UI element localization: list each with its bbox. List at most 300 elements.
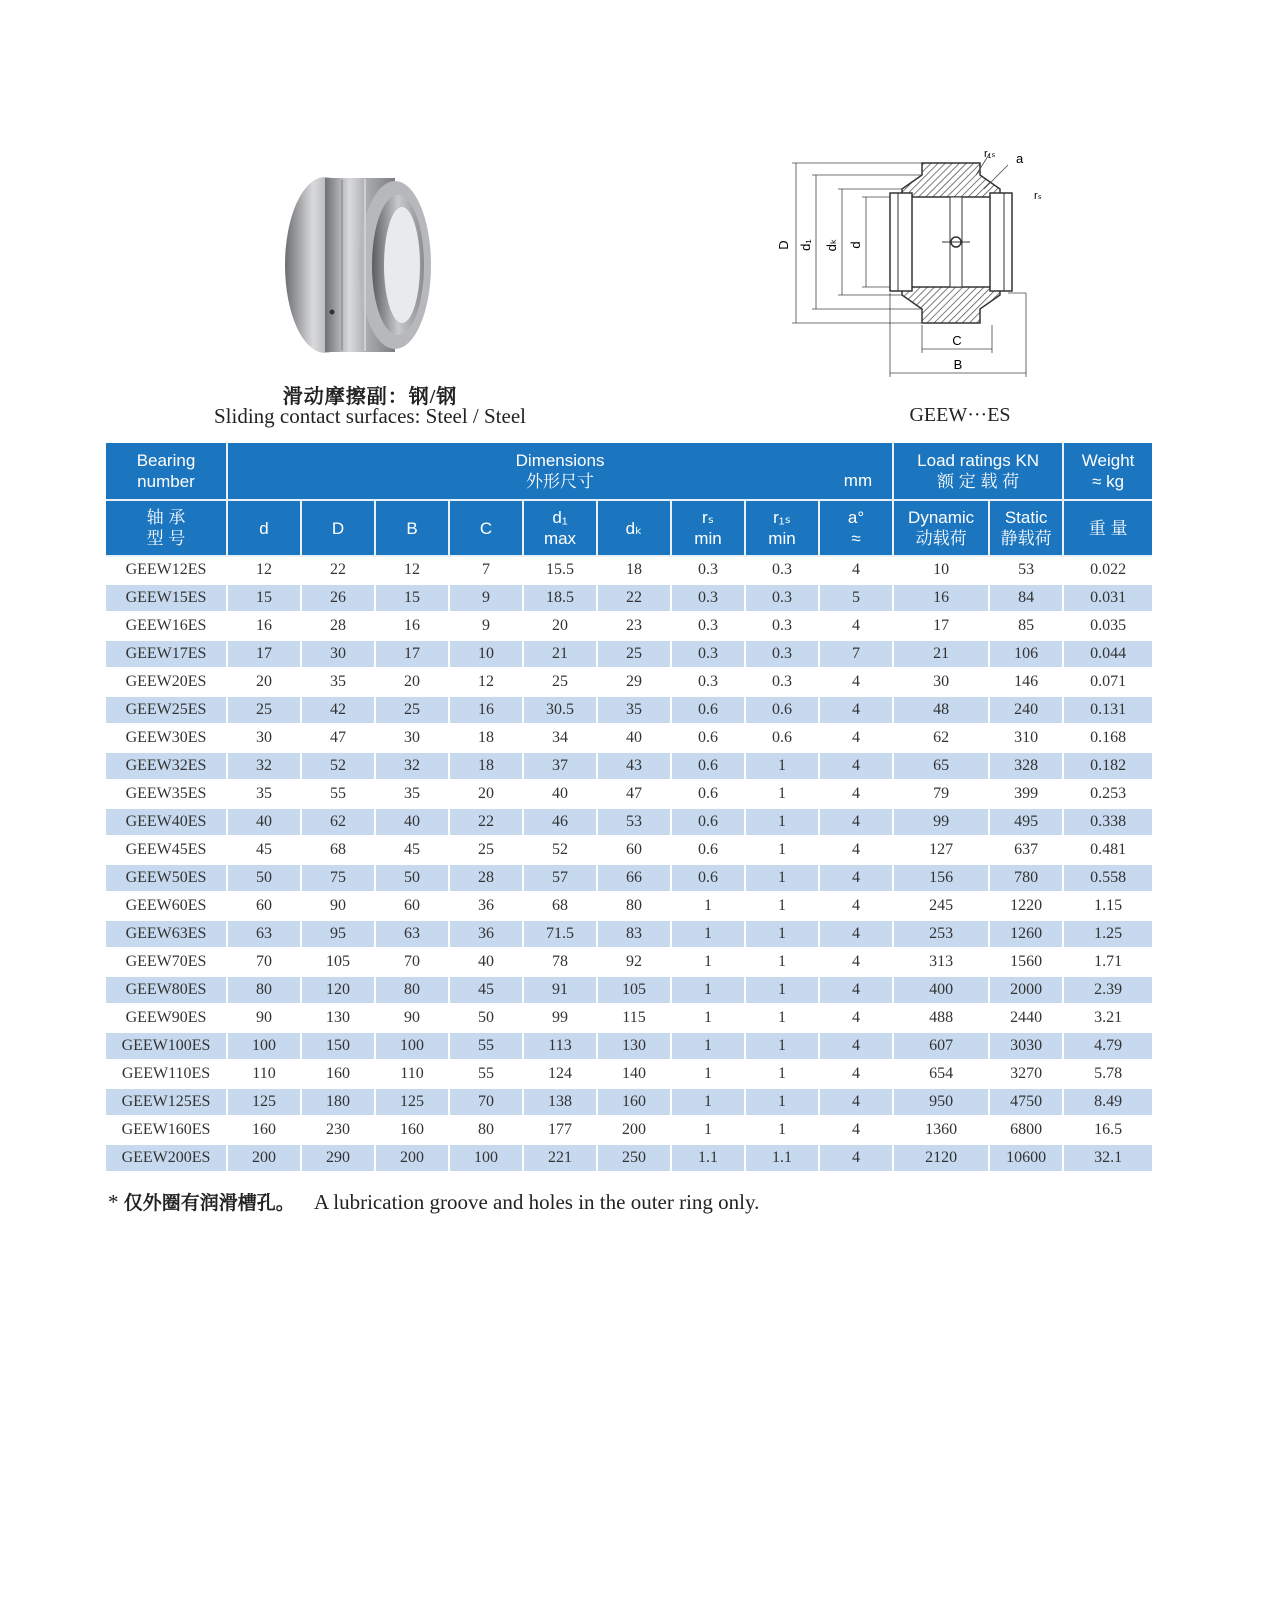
table-cell: 156 xyxy=(894,865,990,893)
table-cell: 8.49 xyxy=(1064,1089,1152,1117)
table-cell: 0.182 xyxy=(1064,753,1152,781)
table-cell: 3.21 xyxy=(1064,1005,1152,1033)
table-cell: 100 xyxy=(228,1033,302,1061)
footnote-chinese: 仅外圈有润滑槽孔。 xyxy=(123,1193,295,1214)
table-cell: 55 xyxy=(450,1033,524,1061)
bearing-number-cell: GEEW70ES xyxy=(106,949,228,977)
header-dynamic: Dynamic 动载荷 xyxy=(894,501,990,557)
table-cell: 654 xyxy=(894,1061,990,1089)
table-cell: 253 xyxy=(894,921,990,949)
table-cell: 637 xyxy=(990,837,1064,865)
table-cell: 12 xyxy=(228,557,302,585)
table-cell: 2.39 xyxy=(1064,977,1152,1005)
table-cell: 52 xyxy=(302,753,376,781)
table-cell: 78 xyxy=(524,949,598,977)
table-cell: 240 xyxy=(990,697,1064,725)
table-cell: 50 xyxy=(376,865,450,893)
bearing-number-cell: GEEW12ES xyxy=(106,557,228,585)
table-cell: 37 xyxy=(524,753,598,781)
table-cell: 70 xyxy=(376,949,450,977)
table-cell: 68 xyxy=(524,893,598,921)
table-row xyxy=(106,893,1152,921)
bearing-number-cell: GEEW160ES xyxy=(106,1117,228,1145)
table-cell: 4 xyxy=(820,1033,894,1061)
table-cell: 399 xyxy=(990,781,1064,809)
table-cell: 4 xyxy=(820,1061,894,1089)
model-designation: GEEW···ES xyxy=(909,404,1011,426)
label-d1: d₁ xyxy=(798,239,813,251)
table-cell: 125 xyxy=(376,1089,450,1117)
table-row xyxy=(106,585,1152,613)
header-unit: mm xyxy=(843,471,873,490)
bearing-number-cell: GEEW20ES xyxy=(106,669,228,697)
table-cell: 70 xyxy=(450,1089,524,1117)
table-cell: 4 xyxy=(820,837,894,865)
table-cell: 80 xyxy=(450,1117,524,1145)
table-row xyxy=(106,1005,1152,1033)
table-cell: 40 xyxy=(228,809,302,837)
table-cell: 488 xyxy=(894,1005,990,1033)
table-cell: 20 xyxy=(450,781,524,809)
table-cell: 4 xyxy=(820,697,894,725)
table-row xyxy=(106,697,1152,725)
table-cell: 0.071 xyxy=(1064,669,1152,697)
table-cell: 80 xyxy=(376,977,450,1005)
specification-rows xyxy=(106,557,1152,1173)
table-cell: 0.558 xyxy=(1064,865,1152,893)
table-cell: 25 xyxy=(524,669,598,697)
table-cell: 245 xyxy=(894,893,990,921)
bearing-number-cell: GEEW45ES xyxy=(106,837,228,865)
table-cell: 25 xyxy=(598,641,672,669)
table-cell: 110 xyxy=(228,1061,302,1089)
table-cell: 30 xyxy=(894,669,990,697)
table-cell: 4 xyxy=(820,781,894,809)
table-cell: 4 xyxy=(820,725,894,753)
table-cell: 4.79 xyxy=(1064,1033,1152,1061)
table-cell: 43 xyxy=(598,753,672,781)
table-cell: 25 xyxy=(376,697,450,725)
table-cell: 53 xyxy=(990,557,1064,585)
table-cell: 200 xyxy=(228,1145,302,1173)
table-cell: 313 xyxy=(894,949,990,977)
bearing-number-cell: GEEW35ES xyxy=(106,781,228,809)
table-cell: 0.6 xyxy=(672,753,746,781)
table-cell: 80 xyxy=(228,977,302,1005)
table-row xyxy=(106,1061,1152,1089)
bearing-number-cell: GEEW60ES xyxy=(106,893,228,921)
table-cell: 0.3 xyxy=(746,613,820,641)
table-cell: 16.5 xyxy=(1064,1117,1152,1145)
table-cell: 35 xyxy=(598,697,672,725)
table-row xyxy=(106,809,1152,837)
table-cell: 45 xyxy=(228,837,302,865)
table-cell: 1 xyxy=(672,921,746,949)
table-cell: 60 xyxy=(376,893,450,921)
bearing-number-cell: GEEW30ES xyxy=(106,725,228,753)
table-cell: 2000 xyxy=(990,977,1064,1005)
table-cell: 0.3 xyxy=(672,557,746,585)
table-cell: 63 xyxy=(376,921,450,949)
table-cell: 60 xyxy=(598,837,672,865)
table-cell: 4 xyxy=(820,1145,894,1173)
table-cell: 45 xyxy=(376,837,450,865)
table-cell: 4 xyxy=(820,893,894,921)
table-cell: 12 xyxy=(450,669,524,697)
table-cell: 36 xyxy=(450,921,524,949)
footnote-star: * xyxy=(108,1190,119,1214)
table-cell: 4 xyxy=(820,865,894,893)
table-cell: 99 xyxy=(894,809,990,837)
table-cell: 0.3 xyxy=(672,585,746,613)
table-cell: 160 xyxy=(302,1061,376,1089)
bearing-number-cell: GEEW200ES xyxy=(106,1145,228,1173)
table-cell: 79 xyxy=(894,781,990,809)
table-cell: 83 xyxy=(598,921,672,949)
table-cell: 47 xyxy=(598,781,672,809)
bearing-number-cell: GEEW16ES xyxy=(106,613,228,641)
table-cell: 0.6 xyxy=(672,837,746,865)
table-cell: 4 xyxy=(820,1117,894,1145)
table-cell: 17 xyxy=(376,641,450,669)
table-cell: 35 xyxy=(376,781,450,809)
table-cell: 66 xyxy=(598,865,672,893)
table-cell: 3030 xyxy=(990,1033,1064,1061)
table-cell: 55 xyxy=(302,781,376,809)
table-cell: 6800 xyxy=(990,1117,1064,1145)
table-cell: 1 xyxy=(672,949,746,977)
label-B: B xyxy=(953,357,963,372)
table-cell: 138 xyxy=(524,1089,598,1117)
table-cell: 30.5 xyxy=(524,697,598,725)
table-cell: 22 xyxy=(302,557,376,585)
table-cell: 90 xyxy=(376,1005,450,1033)
table-cell: 40 xyxy=(450,949,524,977)
table-cell: 36 xyxy=(450,893,524,921)
table-cell: 310 xyxy=(990,725,1064,753)
table-cell: 46 xyxy=(524,809,598,837)
table-cell: 1 xyxy=(746,977,820,1005)
table-cell: 15.5 xyxy=(524,557,598,585)
table-cell: 1 xyxy=(672,893,746,921)
label-r1s: r₁ₛ xyxy=(984,148,996,160)
table-cell: 0.031 xyxy=(1064,585,1152,613)
header-a: a° ≈ xyxy=(820,501,894,557)
table-cell: 1 xyxy=(746,865,820,893)
table-row xyxy=(106,837,1152,865)
header-C: C xyxy=(450,501,524,557)
bearing-number-cell: GEEW32ES xyxy=(106,753,228,781)
header-dimensions xyxy=(228,443,894,501)
table-cell: 55 xyxy=(450,1061,524,1089)
table-cell: 65 xyxy=(894,753,990,781)
table-cell: 4 xyxy=(820,557,894,585)
table-cell: 0.022 xyxy=(1064,557,1152,585)
table-cell: 25 xyxy=(450,837,524,865)
table-cell: 1 xyxy=(746,1089,820,1117)
table-cell: 50 xyxy=(228,865,302,893)
table-cell: 1 xyxy=(672,1061,746,1089)
table-cell: 110 xyxy=(376,1061,450,1089)
table-cell: 0.044 xyxy=(1064,641,1152,669)
table-cell: 0.3 xyxy=(746,641,820,669)
bearing-number-cell: GEEW50ES xyxy=(106,865,228,893)
table-cell: 20 xyxy=(228,669,302,697)
table-cell: 2120 xyxy=(894,1145,990,1173)
table-cell: 4 xyxy=(820,809,894,837)
table-cell: 0.035 xyxy=(1064,613,1152,641)
table-cell: 4750 xyxy=(990,1089,1064,1117)
table-cell: 18 xyxy=(450,753,524,781)
table-cell: 4 xyxy=(820,669,894,697)
label-D: D xyxy=(776,240,791,250)
table-cell: 1 xyxy=(746,921,820,949)
header-bearing-number: Bearing number xyxy=(106,443,228,501)
table-cell: 1 xyxy=(746,1005,820,1033)
table-cell: 1 xyxy=(672,1117,746,1145)
table-cell: 16 xyxy=(450,697,524,725)
table-cell: 1 xyxy=(746,809,820,837)
table-cell: 2440 xyxy=(990,1005,1064,1033)
table-cell: 160 xyxy=(376,1117,450,1145)
table-cell: 607 xyxy=(894,1033,990,1061)
table-cell: 230 xyxy=(302,1117,376,1145)
label-a: a xyxy=(1016,151,1024,166)
table-cell: 47 xyxy=(302,725,376,753)
table-cell: 40 xyxy=(524,781,598,809)
label-dk: dₖ xyxy=(824,238,839,252)
table-cell: 115 xyxy=(598,1005,672,1033)
table-cell: 0.6 xyxy=(672,725,746,753)
table-cell: 106 xyxy=(990,641,1064,669)
bearing-number-cell: GEEW40ES xyxy=(106,809,228,837)
table-cell: 16 xyxy=(228,613,302,641)
table-cell: 140 xyxy=(598,1061,672,1089)
table-cell: 45 xyxy=(450,977,524,1005)
table-cell: 53 xyxy=(598,809,672,837)
table-cell: 29 xyxy=(598,669,672,697)
table-row xyxy=(106,725,1152,753)
header-dimensions-en: Dimensions xyxy=(515,451,605,470)
table-cell: 177 xyxy=(524,1117,598,1145)
table-cell: 9 xyxy=(450,613,524,641)
table-cell: 1 xyxy=(672,977,746,1005)
table-cell: 4 xyxy=(820,977,894,1005)
table-cell: 92 xyxy=(598,949,672,977)
table-cell: 1 xyxy=(746,753,820,781)
table-cell: 1.1 xyxy=(672,1145,746,1173)
bearing-number-cell: GEEW110ES xyxy=(106,1061,228,1089)
table-cell: 127 xyxy=(894,837,990,865)
table-cell: 125 xyxy=(228,1089,302,1117)
table-cell: 105 xyxy=(598,977,672,1005)
table-cell: 4 xyxy=(820,921,894,949)
table-cell: 30 xyxy=(302,641,376,669)
header-weight: Weight ≈ kg xyxy=(1064,443,1152,501)
table-cell: 70 xyxy=(228,949,302,977)
table-row xyxy=(106,865,1152,893)
header-D: D xyxy=(302,501,376,557)
header-r1s: r₁ₛ min xyxy=(746,501,820,557)
header-model-cn: 轴 承 型 号 xyxy=(106,501,228,557)
table-cell: 90 xyxy=(228,1005,302,1033)
bearing-photo xyxy=(270,170,460,370)
table-cell: 0.3 xyxy=(672,669,746,697)
table-row xyxy=(106,641,1152,669)
table-cell: 124 xyxy=(524,1061,598,1089)
table-cell: 4 xyxy=(820,613,894,641)
table-cell: 23 xyxy=(598,613,672,641)
header-d: d xyxy=(228,501,302,557)
table-cell: 7 xyxy=(820,641,894,669)
table-cell: 21 xyxy=(524,641,598,669)
table-cell: 15 xyxy=(376,585,450,613)
header-d1: d₁ max xyxy=(524,501,598,557)
table-cell: 3270 xyxy=(990,1061,1064,1089)
table-cell: 62 xyxy=(894,725,990,753)
table-cell: 950 xyxy=(894,1089,990,1117)
table-cell: 95 xyxy=(302,921,376,949)
bearing-number-cell: GEEW63ES xyxy=(106,921,228,949)
table-cell: 0.6 xyxy=(672,865,746,893)
table-cell: 1 xyxy=(672,1005,746,1033)
table-cell: 1 xyxy=(746,837,820,865)
header-rs: rₛ min xyxy=(672,501,746,557)
bearing-number-cell: GEEW25ES xyxy=(106,697,228,725)
table-cell: 80 xyxy=(598,893,672,921)
table-cell: 0.6 xyxy=(672,697,746,725)
table-cell: 0.481 xyxy=(1064,837,1152,865)
table-cell: 0.3 xyxy=(746,669,820,697)
table-cell: 30 xyxy=(376,725,450,753)
table-cell: 18 xyxy=(598,557,672,585)
caption-chinese: 滑动摩擦副：钢/钢 xyxy=(282,386,458,408)
table-cell: 120 xyxy=(302,977,376,1005)
table-cell: 40 xyxy=(376,809,450,837)
table-cell: 0.3 xyxy=(746,557,820,585)
table-cell: 4 xyxy=(820,753,894,781)
table-cell: 4 xyxy=(820,1089,894,1117)
table-row xyxy=(106,669,1152,697)
bearing-number-cell: GEEW100ES xyxy=(106,1033,228,1061)
table-cell: 28 xyxy=(450,865,524,893)
caption-english: Sliding contact surfaces: Steel / Steel xyxy=(213,404,526,428)
table-cell: 0.6 xyxy=(746,697,820,725)
table-cell: 1 xyxy=(746,1061,820,1089)
table-cell: 75 xyxy=(302,865,376,893)
table-cell: 1 xyxy=(746,1033,820,1061)
table-cell: 5 xyxy=(820,585,894,613)
table-cell: 1 xyxy=(746,1117,820,1145)
table-cell: 1.1 xyxy=(746,1145,820,1173)
table-cell: 35 xyxy=(228,781,302,809)
table-cell: 0.253 xyxy=(1064,781,1152,809)
bearing-number-cell: GEEW90ES xyxy=(106,1005,228,1033)
table-cell: 495 xyxy=(990,809,1064,837)
table-cell: 26 xyxy=(302,585,376,613)
table-cell: 130 xyxy=(302,1005,376,1033)
table-cell: 18.5 xyxy=(524,585,598,613)
header-static: Static 静载荷 xyxy=(990,501,1064,557)
table-cell: 4 xyxy=(820,949,894,977)
table-cell: 160 xyxy=(228,1117,302,1145)
header-load-ratings: Load ratings KN 额 定 载 荷 xyxy=(894,443,1064,501)
table-row xyxy=(106,921,1152,949)
table-cell: 0.131 xyxy=(1064,697,1152,725)
table-row xyxy=(106,781,1152,809)
table-cell: 328 xyxy=(990,753,1064,781)
label-rs: rₛ xyxy=(1034,190,1042,202)
bearing-number-cell: GEEW17ES xyxy=(106,641,228,669)
table-cell: 0.168 xyxy=(1064,725,1152,753)
bearing-number-cell: GEEW80ES xyxy=(106,977,228,1005)
table-cell: 12 xyxy=(376,557,450,585)
table-cell: 18 xyxy=(450,725,524,753)
table-cell: 99 xyxy=(524,1005,598,1033)
table-cell: 1 xyxy=(746,781,820,809)
table-cell: 1 xyxy=(672,1033,746,1061)
footnote-english: A lubrication groove and holes in the outer ring only. xyxy=(314,1190,760,1214)
table-cell: 100 xyxy=(450,1145,524,1173)
table-cell: 221 xyxy=(524,1145,598,1173)
table-cell: 9 xyxy=(450,585,524,613)
table-cell: 20 xyxy=(524,613,598,641)
table-cell: 105 xyxy=(302,949,376,977)
table-cell: 0.338 xyxy=(1064,809,1152,837)
table-cell: 30 xyxy=(228,725,302,753)
table-cell: 25 xyxy=(228,697,302,725)
table-cell: 68 xyxy=(302,837,376,865)
table-cell: 50 xyxy=(450,1005,524,1033)
table-cell: 146 xyxy=(990,669,1064,697)
table-cell: 34 xyxy=(524,725,598,753)
footnote xyxy=(108,1188,759,1215)
header-B: B xyxy=(376,501,450,557)
table-cell: 1.15 xyxy=(1064,893,1152,921)
table-row xyxy=(106,1145,1152,1173)
table-cell: 28 xyxy=(302,613,376,641)
table-cell: 200 xyxy=(598,1117,672,1145)
table-cell: 10 xyxy=(894,557,990,585)
table-cell: 5.78 xyxy=(1064,1061,1152,1089)
bearing-number-cell: GEEW15ES xyxy=(106,585,228,613)
table-row xyxy=(106,753,1152,781)
table-cell: 42 xyxy=(302,697,376,725)
table-cell: 0.6 xyxy=(672,781,746,809)
label-C: C xyxy=(952,333,962,348)
table-cell: 160 xyxy=(598,1089,672,1117)
table-cell: 7 xyxy=(450,557,524,585)
table-cell: 1.25 xyxy=(1064,921,1152,949)
table-cell: 52 xyxy=(524,837,598,865)
table-cell: 17 xyxy=(228,641,302,669)
table-cell: 4 xyxy=(820,1005,894,1033)
header-dimensions-cn: 外形尺寸 xyxy=(526,472,595,491)
table-cell: 1360 xyxy=(894,1117,990,1145)
specification-table xyxy=(106,443,1152,1173)
table-row xyxy=(106,1033,1152,1061)
table-cell: 1 xyxy=(746,893,820,921)
table-cell: 0.3 xyxy=(672,613,746,641)
table-cell: 130 xyxy=(598,1033,672,1061)
table-cell: 1.71 xyxy=(1064,949,1152,977)
table-cell: 71.5 xyxy=(524,921,598,949)
table-row xyxy=(106,977,1152,1005)
table-cell: 85 xyxy=(990,613,1064,641)
table-cell: 22 xyxy=(598,585,672,613)
table-cell: 63 xyxy=(228,921,302,949)
bearing-cross-section-diagram xyxy=(772,145,1072,383)
